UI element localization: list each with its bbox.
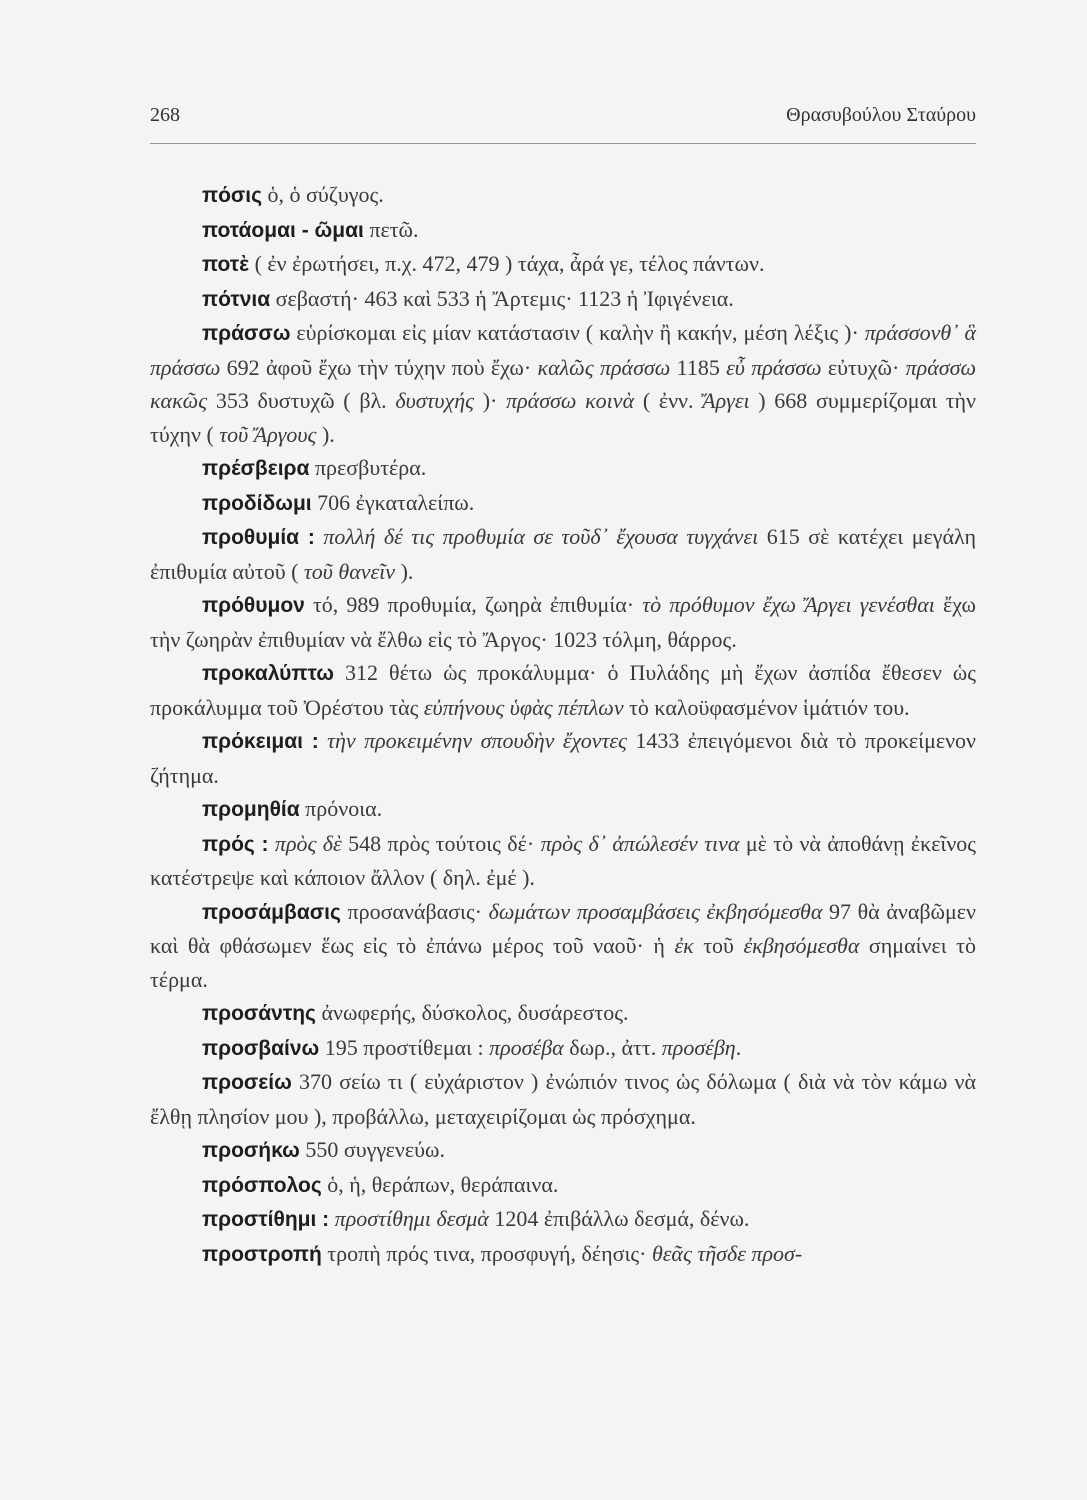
entry-citation: δωμάτων προσαμβάσεις ἐκβησόμεσθα — [488, 898, 823, 924]
lexicon-entry — [150, 1237, 976, 1272]
lexicon-entry — [150, 316, 976, 451]
entry-definition: σεβαστή· 463 καὶ 533 ἡ Ἄρτεμις· 1123 ἡ Ἰφιγένεια. — [270, 285, 734, 311]
entry-definition: τό, 989 προθυμία, ζωηρὰ ἐπιθυμία· — [304, 592, 643, 617]
entry-definition: ) 668 συμμερίζομαι τὴν τύχην ( — [150, 388, 976, 447]
entry-headword: πρέσβειρα — [202, 457, 310, 480]
entry-citation: πράσσω κοινὰ — [506, 388, 635, 413]
entry-citation: ἐκβησόμεσθα — [743, 933, 860, 958]
entry-definition: 195 προστίθεμαι : — [319, 1034, 490, 1060]
entry-definition: 550 συγγενεύω. — [299, 1137, 445, 1162]
lexicon-entry — [150, 1133, 976, 1168]
entry-definition: ὁ, ὁ σύζυγος. — [262, 182, 384, 207]
entry-citation: πράσσονθ᾽ ἃ πράσσω — [150, 320, 977, 380]
entry-citation: πρὸς δ᾽ ἀπώλεσέν τινα — [540, 830, 740, 856]
entry-definition: ἀνωφερής, δύσκολος, δυσάρεστος. — [315, 1000, 629, 1025]
lexicon-entry — [150, 827, 976, 895]
entry-definition: ( ἐνν. — [634, 388, 703, 413]
lexicon-entry — [150, 213, 976, 248]
entry-definition: πρεσβυτέρα. — [309, 455, 427, 480]
lexicon-entry — [150, 486, 976, 521]
header-rule — [150, 143, 976, 144]
entry-citation: προσέβα — [489, 1034, 564, 1060]
entry-citation: πολλή δέ τις προθυμία σε τοῦδ᾽ ἔχουσα τυγχάνει — [323, 524, 759, 549]
entry-definition: μὲ τὸ νὰ ἀποθάνῃ ἐκεῖνος κατέστρεψε καὶ κάποιον ἄλλον ( δηλ. ἐμέ ). — [150, 830, 977, 890]
entry-definition: τοῦ — [693, 933, 744, 958]
entry-headword: προκαλύπτω — [202, 662, 335, 685]
entry-definition: 353 δυστυχῶ ( βλ. — [207, 388, 396, 413]
entry-definition: εὐτυχῶ· — [821, 354, 906, 380]
entry-definition: σημαίνει τὸ τέρμα. — [150, 933, 976, 992]
entry-citation: εὐπήνους ὑφὰς πέπλων — [423, 694, 624, 720]
entry-definition: τροπὴ πρός τινα, προσφυγή, δέησις· — [321, 1240, 652, 1266]
entry-definition: 1185 — [670, 354, 727, 380]
running-head — [150, 104, 976, 127]
lexicon-entry — [150, 656, 976, 724]
entry-headword: προστροπή — [202, 1242, 322, 1266]
entry-headword: προμηθία — [202, 798, 300, 821]
entry-citation: πράσσω κακῶς — [150, 354, 977, 413]
entry-citation: θεᾶς τῆσδε προσ- — [651, 1240, 803, 1266]
entry-definition: ὁ, ἡ, θεράπων, θεράπαινα. — [321, 1171, 559, 1197]
lexicon-entry — [150, 520, 976, 588]
entry-headword: προσάμβασις — [202, 900, 341, 924]
lexicon-entry — [150, 1168, 976, 1203]
lexicon-entry — [150, 282, 976, 317]
lexicon-entry — [150, 178, 976, 213]
entry-citation: τὴν προκειμένην σπουδὴν ἔχοντες — [327, 728, 627, 753]
entry-definition: 370 σείω τι ( εὐχάριστον ) ἐνώπιόν τινος ὡς δόλωμα ( διὰ νὰ τὸν κάμω νὰ ἔλθῃ πλησίον μου ), προβάλλω, μεταχειρίζομαι ὡς πρόσχημα. — [150, 1069, 976, 1129]
entry-headword: ποτάομαι - ῶμαι — [202, 218, 364, 242]
entry-definition: 548 πρὸς τούτοις δέ· — [341, 830, 541, 856]
entry-citation: δυστυχής — [395, 388, 475, 413]
running-title: Θρασυβούλου Σταύρου — [786, 104, 976, 126]
entry-definition: )· — [474, 388, 507, 413]
entry-headword: πόσις — [202, 184, 263, 207]
entry-headword: πότνια — [202, 287, 271, 311]
entry-definition: εὑρίσκομαι εἰς μίαν κατάστασιν ( καλὴν ἢ κακήν, μέση λέξις )· — [290, 320, 865, 345]
entry-citation: τοῦ Ἄργους — [219, 421, 317, 447]
entry-definition: . — [735, 1034, 742, 1060]
lexicon-entry — [150, 451, 976, 486]
lexicon-entry — [150, 895, 976, 997]
entry-citation: προστίθημι δεσμὰ — [334, 1206, 489, 1231]
entry-citation: Ἄργει — [702, 388, 750, 413]
entry-headword: προθυμία : — [202, 526, 315, 549]
entry-citation: ἐκ — [674, 933, 694, 958]
entry-headword: προστίθημι : — [202, 1208, 330, 1231]
entry-definition: ). — [316, 421, 335, 447]
entry-citation: καλῶς πράσσω — [537, 354, 671, 380]
entry-citation: τὸ πρόθυμον ἔχω Ἄργει γενέσθαι — [642, 592, 935, 617]
entry-citation: πρὸς δὲ — [274, 830, 342, 856]
entry-headword: πρόθυμον — [202, 594, 305, 617]
entry-headword: πράσσω — [202, 322, 291, 345]
entry-definition: ( ἐν ἐρωτήσει, π.χ. 472, 479 ) τάχα, ἆρά γε, τέλος πάντων. — [249, 251, 765, 276]
lexicon-entry — [150, 588, 976, 656]
entry-definition: πρόνοια. — [299, 796, 383, 821]
entry-headword: προσήκω — [202, 1139, 300, 1162]
entry-headword: πρόσπολος — [202, 1173, 322, 1197]
entry-definition: δωρ., ἀττ. — [563, 1034, 662, 1060]
entry-headword: ποτὲ — [202, 253, 250, 276]
lexicon-entry — [150, 247, 976, 282]
entry-definition: πετῶ. — [363, 216, 419, 242]
entry-definition: 615 σὲ κατέχει μεγάλη ἐπιθυμία αὐτοῦ ( — [150, 524, 976, 584]
lexicon-entry — [150, 1065, 976, 1133]
entry-citation: τοῦ θανεῖν — [303, 558, 396, 584]
lexicon-entries — [150, 178, 976, 1271]
lexicon-entry — [150, 792, 976, 827]
entry-citation: εὖ πράσσω — [726, 354, 822, 380]
entry-headword: προσβαίνω — [202, 1036, 320, 1060]
lexicon-entry — [150, 724, 976, 792]
entry-definition: 1433 ἐπειγόμενοι διὰ τὸ προκείμενον ζήτημα. — [150, 728, 976, 788]
entry-definition: ). — [395, 558, 414, 584]
entry-definition: 692 ἀφοῦ ἔχω τὴν τύχην ποὺ ἔχω· — [220, 354, 538, 380]
lexicon-entry — [150, 996, 976, 1031]
entry-definition — [319, 728, 327, 753]
entry-headword: προδίδωμι — [202, 491, 312, 515]
entry-headword: πρόκειμαι : — [202, 730, 319, 753]
entry-definition: τὸ καλοϋφασμένον ἱμάτιόν του. — [623, 694, 910, 720]
page-number: 268 — [150, 104, 180, 126]
entry-definition: 97 θὰ ἀναβῶμεν καὶ θὰ φθάσωμεν ἕως εἰς τὸ ἐπάνω μέρος τοῦ ναοῦ· ἡ — [150, 898, 976, 958]
lexicon-entry — [150, 1202, 976, 1237]
entry-definition: 312 θέτω ὡς προκάλυμμα· ὁ Πυλάδης μὴ ἔχων ἀσπίδα ἔθεσεν ὡς προκάλυμμα τοῦ Ὀρέστου τὰς — [150, 660, 976, 720]
entry-headword: πρός : — [202, 832, 269, 856]
entry-definition: ἔχω τὴν ζωηρὰν ἐπιθυμίαν νὰ ἔλθω εἰς τὸ Ἄργος· 1023 τόλμη, θάρρος. — [150, 592, 976, 652]
entry-citation: προσέβη — [661, 1034, 736, 1060]
entry-definition: 1204 ἐπιβάλλω δεσμά, δένω. — [488, 1206, 750, 1231]
entry-headword: προσείω — [202, 1071, 292, 1094]
lexicon-entry — [150, 1031, 976, 1066]
entry-definition: 706 ἐγκαταλείπω. — [311, 489, 475, 515]
entry-definition: προσανάβασις· — [340, 898, 489, 924]
entry-headword: προσάντης — [202, 1002, 316, 1025]
